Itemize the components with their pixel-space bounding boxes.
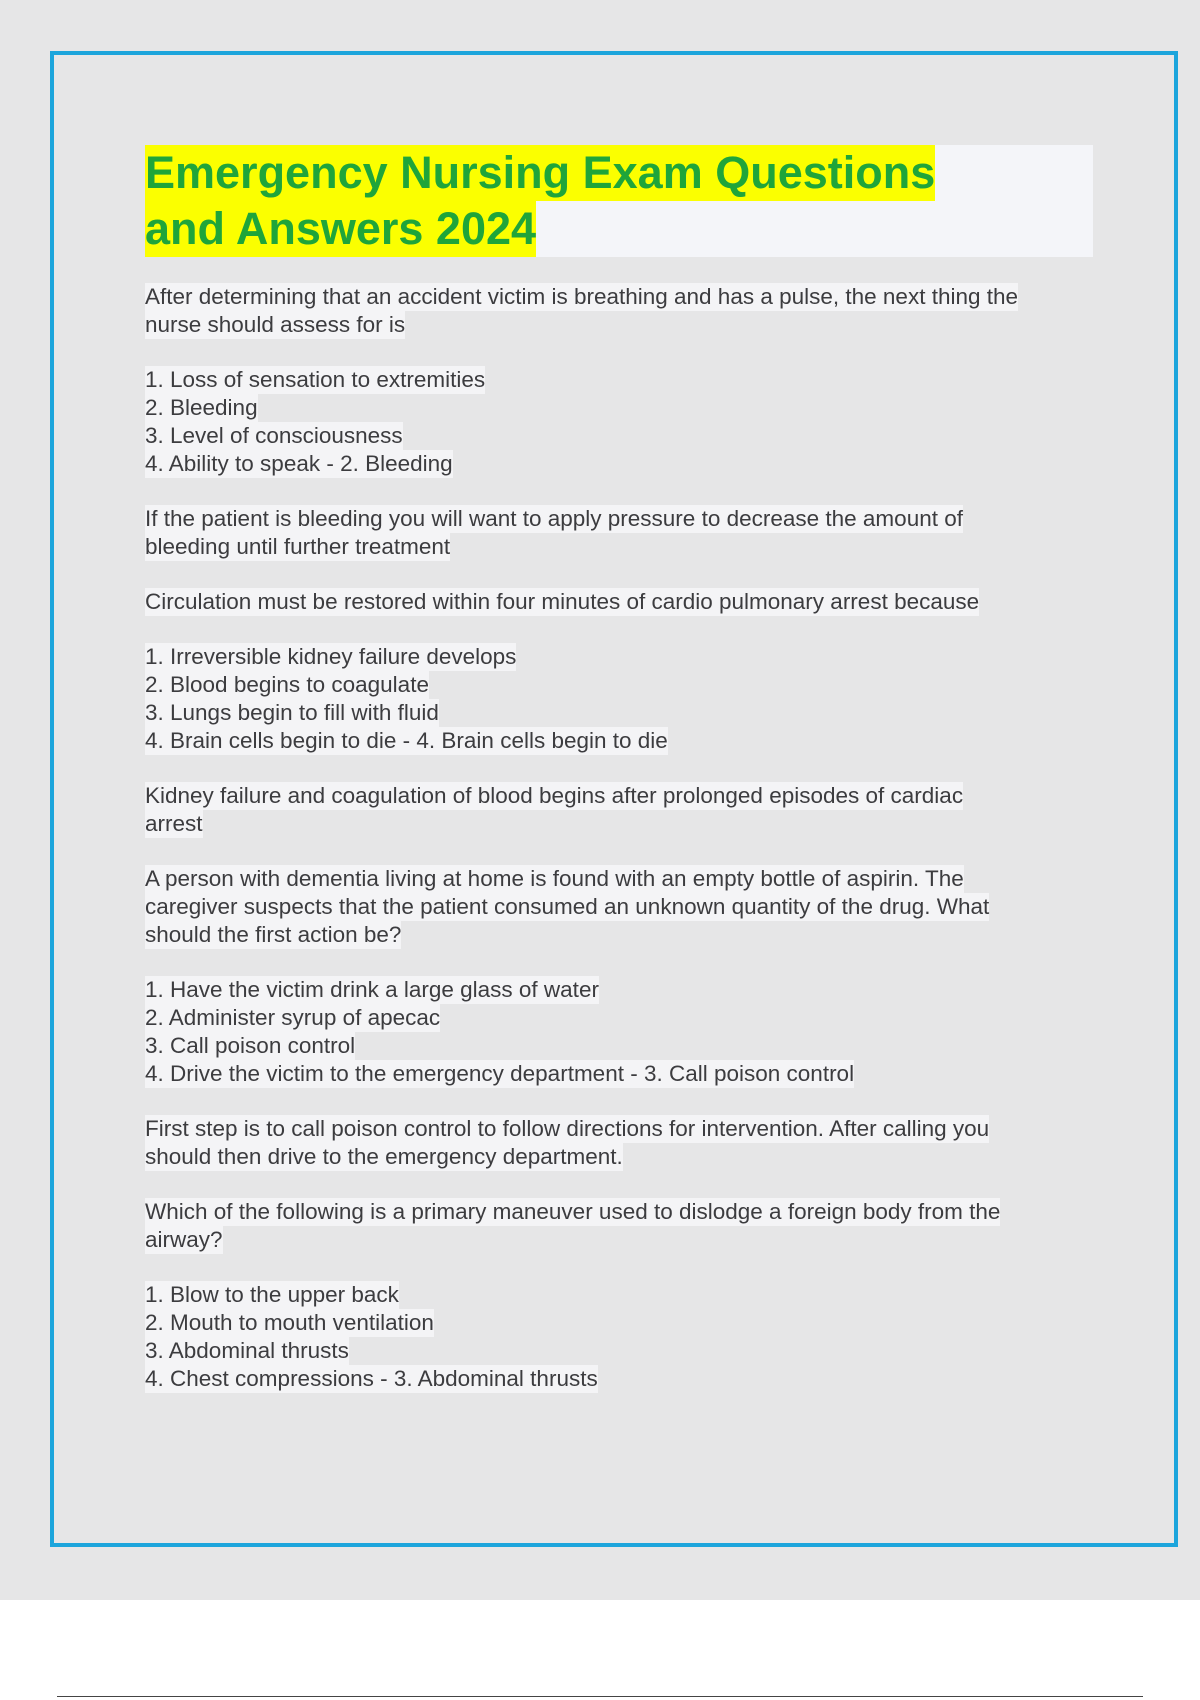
- answer-options: [145, 366, 1093, 478]
- option-line: 4. Ability to speak - 2. Bleeding: [145, 451, 453, 476]
- text-line: airway?: [145, 1227, 223, 1252]
- text-line: A person with dementia living at home is found with an empty bottle of aspirin. The: [145, 866, 964, 891]
- option-line: 2. Mouth to mouth ventilation: [145, 1310, 434, 1335]
- document-title: [145, 145, 1093, 257]
- question-text: [145, 283, 1093, 339]
- option-line: 2. Administer syrup of apecac: [145, 1005, 441, 1030]
- option-line: 3. Abdominal thrusts: [145, 1338, 349, 1363]
- question-text: [145, 588, 1093, 616]
- option-line: 1. Irreversible kidney failure develops: [145, 644, 517, 669]
- text-line: bleeding until further treatment: [145, 534, 451, 559]
- option-line: 3. Lungs begin to fill with fluid: [145, 700, 439, 725]
- answer-options: [145, 1281, 1093, 1393]
- answer-options: [145, 643, 1093, 755]
- text-line: After determining that an accident victim is breathing and has a pulse, the next thing the: [145, 284, 1019, 309]
- option-line: 2. Blood begins to coagulate: [145, 672, 429, 697]
- text-line: should then drive to the emergency department.: [145, 1144, 623, 1169]
- document-content: [145, 145, 1093, 1420]
- question-text: [145, 1198, 1093, 1254]
- rationale-text: [145, 1115, 1093, 1171]
- text-line: arrest: [145, 811, 203, 836]
- text-line: should the first action be?: [145, 922, 402, 947]
- option-line: 2. Bleeding: [145, 395, 258, 420]
- option-line: 3. Call poison control: [145, 1033, 356, 1058]
- bottom-rule: [57, 1696, 1143, 1697]
- rationale-text: [145, 782, 1093, 838]
- text-line: If the patient is bleeding you will want to apply pressure to decrease the amount of: [145, 506, 963, 531]
- rationale-text: [145, 505, 1093, 561]
- title-line: and Answers 2024: [145, 201, 536, 257]
- text-line: Circulation must be restored within four minutes of cardio pulmonary arrest because: [145, 589, 980, 614]
- answer-options: [145, 976, 1093, 1088]
- text-line: Kidney failure and coagulation of blood begins after prolonged episodes of cardiac: [145, 783, 964, 808]
- title-line: Emergency Nursing Exam Questions: [145, 145, 935, 201]
- option-line: 1. Loss of sensation to extremities: [145, 367, 486, 392]
- text-line: nurse should assess for is: [145, 312, 406, 337]
- option-line: 4. Drive the victim to the emergency department - 3. Call poison control: [145, 1061, 855, 1086]
- qa-body: [145, 283, 1093, 1393]
- text-line: First step is to call poison control to follow directions for intervention. After calling you: [145, 1116, 990, 1141]
- option-line: 4. Chest compressions - 3. Abdominal thrusts: [145, 1366, 598, 1391]
- option-line: 1. Have the victim drink a large glass of water: [145, 977, 599, 1002]
- question-text: [145, 865, 1093, 949]
- text-line: caregiver suspects that the patient consumed an unknown quantity of the drug. What: [145, 894, 990, 919]
- option-line: 1. Blow to the upper back: [145, 1282, 399, 1307]
- option-line: 3. Level of consciousness: [145, 423, 403, 448]
- text-line: Which of the following is a primary maneuver used to dislodge a foreign body from the: [145, 1199, 1001, 1224]
- option-line: 4. Brain cells begin to die - 4. Brain cells begin to die: [145, 728, 668, 753]
